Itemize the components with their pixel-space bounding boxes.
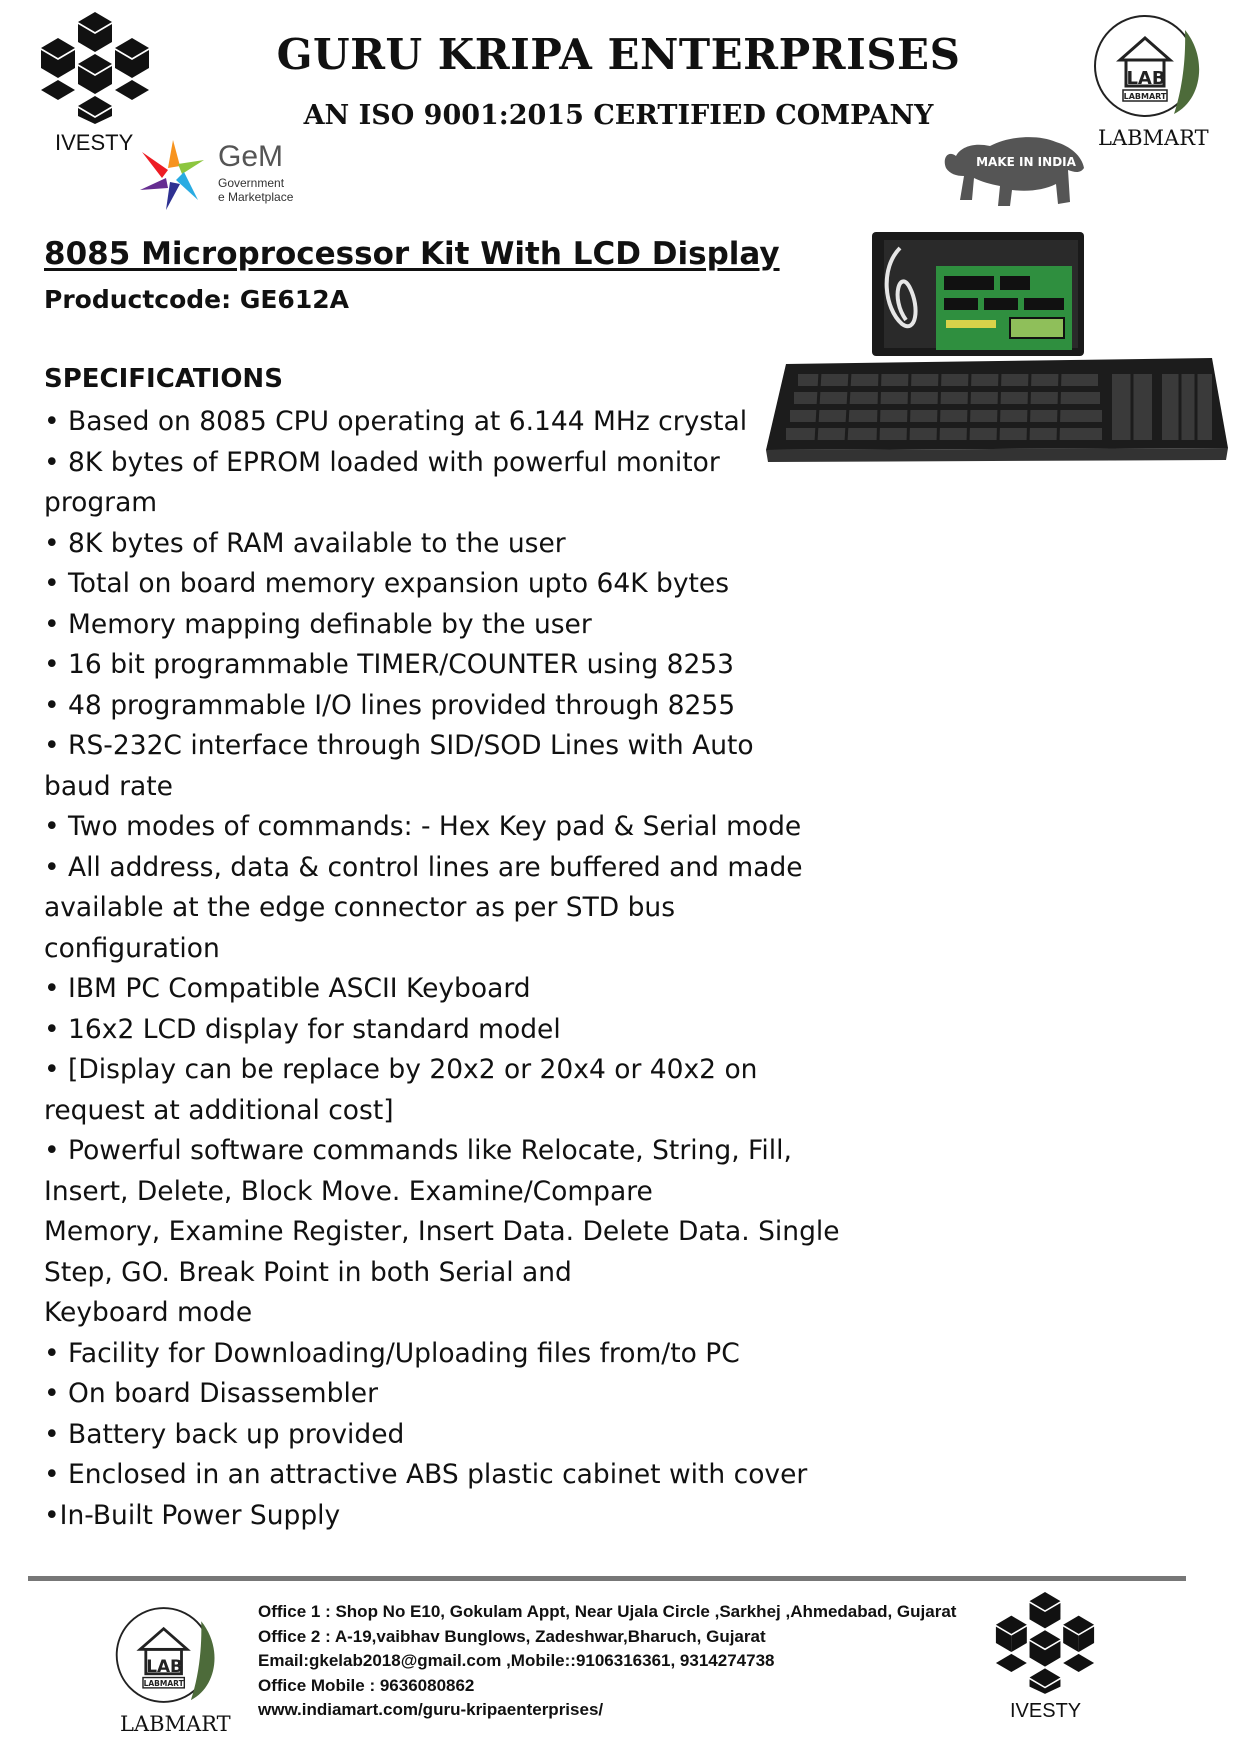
spec-line: • Facility for Downloading/Uploading files from/to PC bbox=[44, 1337, 740, 1369]
spec-line: • RS-232C interface through SID/SOD Lines with Auto bbox=[44, 730, 754, 761]
ivesty-cube-icon bbox=[995, 1590, 1095, 1695]
company-name: GURU KRIPA ENTERPRISES bbox=[276, 30, 961, 79]
email-mobile: Email:gkelab2018@gmail.com ,Mobile::9106316361, 9314274738 bbox=[258, 1651, 775, 1670]
specifications-list bbox=[44, 402, 904, 1536]
labmart-house-icon bbox=[1090, 10, 1205, 122]
spec-line: • Two modes of commands: - Hex Key pad & Serial mode bbox=[44, 811, 802, 842]
spec-line: • [Display can be replace by 20x2 or 20x4 or 40x2 on bbox=[44, 1054, 758, 1085]
product-title: 8085 Microprocessor Kit With LCD Display bbox=[44, 236, 780, 272]
spec-line: available at the edge connector as per STD bus bbox=[44, 892, 676, 923]
spec-line: Step, GO. Break Point in both Serial and bbox=[44, 1256, 572, 1288]
spec-line: Memory, Examine Register, Insert Data. Delete Data. Single bbox=[44, 1216, 840, 1247]
specifications-heading: SPECIFICATIONS bbox=[44, 364, 283, 394]
spec-line: • On board Disassembler bbox=[44, 1378, 379, 1409]
spec-line: configuration bbox=[44, 932, 220, 964]
ivesty-label: IVESTY bbox=[55, 130, 134, 155]
spec-line: Insert, Delete, Block Move. Examine/Compare bbox=[44, 1175, 653, 1207]
spec-line: • IBM PC Compatible ASCII Keyboard bbox=[44, 973, 531, 1004]
spec-line: • Based on 8085 CPU operating at 6.144 MHz crystal bbox=[44, 406, 748, 437]
footer-contact bbox=[258, 1600, 956, 1723]
gem-line1: Government bbox=[218, 176, 285, 190]
company-tagline: AN ISO 9001:2015 CERTIFIED COMPANY bbox=[303, 100, 934, 131]
spec-line: • Memory mapping definable by the user bbox=[44, 608, 592, 640]
spec-line: • All address, data & control lines are buffered and made bbox=[44, 851, 803, 883]
spec-line: baud rate bbox=[44, 770, 173, 802]
spec-line: • Battery back up provided bbox=[44, 1418, 405, 1450]
spec-line: program bbox=[44, 487, 158, 518]
svg-text:LAB: LAB bbox=[1126, 68, 1166, 89]
office1-address: Office 1 : Shop No E10, Gokulam Appt, Near Ujala Circle ,Sarkhej ,Ahmedabad, Gujarat bbox=[258, 1602, 957, 1621]
lion-icon bbox=[938, 128, 1086, 210]
spec-line: • 16 bit programmable TIMER/COUNTER using 8253 bbox=[44, 649, 735, 680]
spec-line: request at additional cost] bbox=[44, 1094, 394, 1126]
spec-line: • 8K bytes of RAM available to the user bbox=[44, 527, 566, 559]
footer-ivesty-label: IVESTY bbox=[1010, 1700, 1082, 1722]
website-link[interactable]: www.indiamart.com/guru-kripaenterprises/ bbox=[258, 1700, 604, 1719]
gem-star-icon bbox=[138, 138, 208, 213]
gem-title: GeM bbox=[218, 140, 284, 173]
svg-text:LAB: LAB bbox=[146, 1655, 183, 1676]
product-code: Productcode: GE612A bbox=[44, 285, 349, 314]
svg-text:LABMART: LABMART bbox=[143, 1678, 184, 1688]
labmart-house-icon bbox=[112, 1602, 220, 1708]
spec-line: • 16x2 LCD display for standard model bbox=[44, 1013, 561, 1045]
office-mobile: Office Mobile : 9636080862 bbox=[258, 1675, 475, 1695]
spec-line: •In-Built Power Supply bbox=[44, 1499, 341, 1531]
spec-line: • Enclosed in an attractive ABS plastic cabinet with cover bbox=[44, 1459, 808, 1490]
footer-divider bbox=[28, 1576, 1186, 1581]
labmart-label: LABMART bbox=[1098, 126, 1209, 150]
footer-labmart-label: LABMART bbox=[120, 1712, 231, 1736]
spec-line: • Total on board memory expansion upto 64K bytes bbox=[44, 568, 730, 599]
spec-line: • 8K bytes of EPROM loaded with powerful monitor bbox=[44, 446, 720, 478]
ivesty-cube-icon bbox=[40, 10, 150, 125]
spec-line: Keyboard mode bbox=[44, 1297, 253, 1328]
make-in-india-text: MAKE IN INDIA bbox=[976, 155, 1076, 169]
spec-line: • 48 programmable I/O lines provided through 8255 bbox=[44, 689, 736, 721]
spec-line: • Powerful software commands like Relocate, String, Fill, bbox=[44, 1135, 792, 1166]
office2-address: Office 2 : A-19,vaibhav Bunglows, Zadeshwar,Bharuch, Gujarat bbox=[258, 1626, 766, 1646]
svg-text:LABMART: LABMART bbox=[1123, 92, 1167, 101]
gem-subtitle bbox=[218, 176, 293, 204]
gem-line2: e Marketplace bbox=[218, 190, 294, 204]
